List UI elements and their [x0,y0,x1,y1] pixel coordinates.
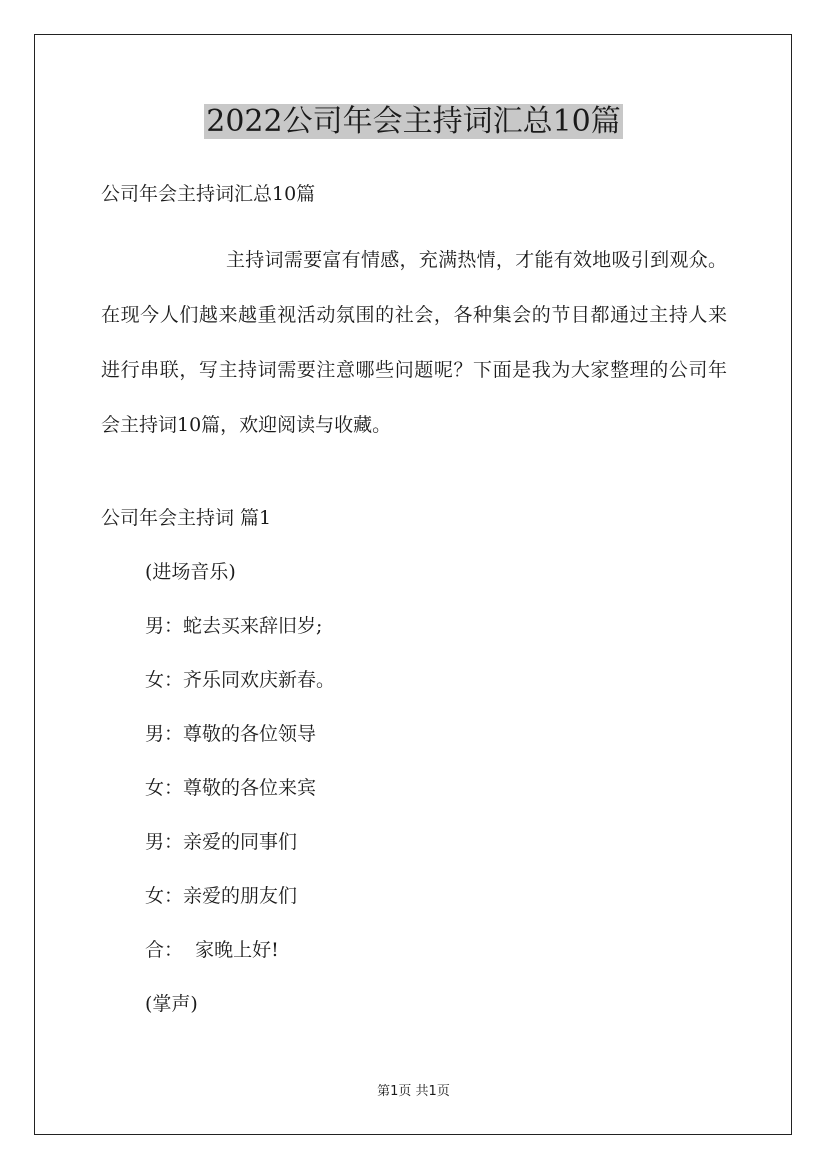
script-line: 合： 家晚上好! [145,939,279,961]
document-subtitle: 公司年会主持词汇总10篇 [101,183,316,205]
document-title [0,102,827,142]
script-line: 女：尊敬的各位来宾 [145,777,317,799]
script-line: (进场音乐) [145,561,236,583]
page-footer: 第1页 共1页 [377,1084,450,1099]
section-heading: 公司年会主持词 篇1 [101,507,272,529]
script-lines [145,559,335,1045]
intro-paragraph: 主持词需要富有情感，充满热情，才能有效地吸引到观众。在现今人们越来越重视活动氛围的社会，各种集会的节目都通过主持人来进行串联，写主持词需要注意哪些问题呢？下面是我为大家整理的公司年会主持词10篇，欢迎阅读与收藏。 [101,249,727,436]
script-line: 男：尊敬的各位领导 [145,723,317,745]
script-line: 男：亲爱的同事们 [145,831,298,853]
script-line: 男：蛇去买来辞旧岁; [145,615,323,637]
script-line: 女：齐乐同欢庆新春。 [145,669,336,691]
script-line: (掌声) [145,993,198,1015]
script-line: 女：亲爱的朋友们 [145,885,298,907]
document-title-text: 2022公司年会主持词汇总10篇 [206,104,621,139]
